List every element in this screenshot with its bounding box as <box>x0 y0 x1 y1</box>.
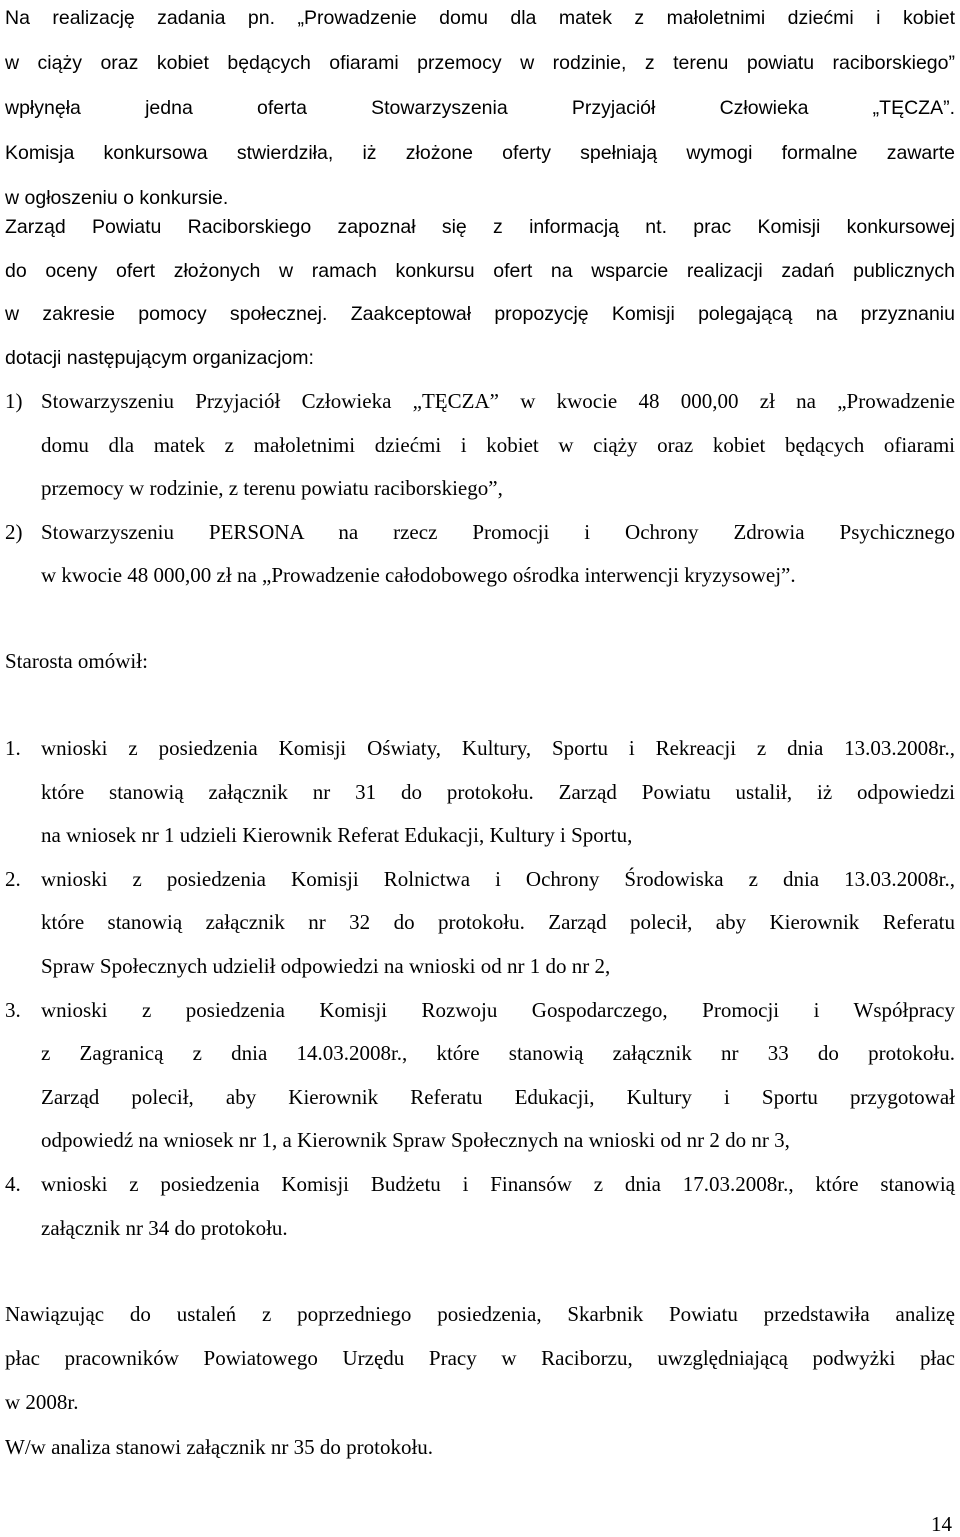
text-line: na wniosek nr 1 udzieli Kierownik Referat Edukacji, Kultury i Sportu, <box>41 823 633 848</box>
text-line: Spraw Społecznych udzielił odpowiedzi na wnioski od nr 1 do nr 2, <box>41 953 611 978</box>
text-line: domu dla matek z małoletnimi dziećmi i kobiet w ciąży oraz kobiet będących ofiarami <box>41 432 955 457</box>
list-item <box>5 380 955 511</box>
text-line: które stanowią załącznik nr 31 do protokołu. Zarząd Powiatu ustalił, iż odpowiedzi <box>41 779 955 804</box>
list-item <box>5 989 955 1163</box>
text-line: z Zagranicą z dnia 14.03.2008r., które stanowią załącznik nr 33 do protokołu. <box>41 1041 955 1066</box>
grant-list <box>5 380 955 598</box>
text-line: Nawiązując do ustaleń z poprzedniego posiedzenia, Skarbnik Powiatu przedstawiła analizę <box>5 1302 955 1326</box>
list-item <box>5 858 955 989</box>
list-item-text <box>41 989 955 1163</box>
text-line: wnioski z posiedzenia Komisji Oświaty, Kultury, Sportu i Rekreacji z dnia 13.03.2008r., <box>41 736 955 760</box>
text-line: w ciąży oraz kobiet będących ofiarami przemocy w rodzinie, z terenu powiatu raciborskiego” <box>5 52 955 74</box>
text-line: wnioski z posiedzenia Komisji Rozwoju Gospodarczego, Promocji i Współpracy <box>41 997 955 1022</box>
text-line: wpłynęła jedna oferta Stowarzyszenia Przyjaciół Człowieka „TĘCZA”. <box>5 97 955 119</box>
text-line: wnioski z posiedzenia Komisji Rolnictwa i Ochrony Środowiska z dnia 13.03.2008r., <box>41 866 955 891</box>
list-item <box>5 511 955 598</box>
list-item-number: 4. <box>5 1171 21 1196</box>
list-item-number: 2) <box>5 519 23 544</box>
list-item-number: 1. <box>5 736 21 760</box>
text-line: odpowiedź na wniosek nr 1, a Kierownik Spraw Społecznych na wnioski od nr 2 do nr 3, <box>41 1128 790 1153</box>
list-item-text <box>41 727 955 858</box>
list-item-number: 1) <box>5 389 23 413</box>
page-number: 14 <box>931 1512 952 1536</box>
list-item-text <box>41 511 955 598</box>
text-line: przemocy w rodzinie, z terenu powiatu raciborskiego”, <box>41 476 503 500</box>
text-line: Zarząd polecił, aby Kierownik Referatu Edukacji, Kultury i Sportu przygotował <box>41 1084 955 1109</box>
starosta-heading: Starosta omówił: <box>5 649 148 673</box>
requests-list <box>5 727 955 1250</box>
text-line: płac pracowników Powiatowego Urzędu Pracy w Raciborzu, uwzględniającą podwyżki płac <box>5 1346 955 1370</box>
text-line: załącznik nr 34 do protokołu. <box>41 1215 288 1240</box>
list-item <box>5 1163 955 1250</box>
text-line: w ogłoszeniu o konkursie. <box>5 187 229 209</box>
board-paragraph <box>5 206 955 380</box>
text-line: w zakresie pomocy społecznej. Zaakceptował propozycję Komisji polegającą na przyznaniu <box>5 303 955 325</box>
treasurer-paragraph <box>5 1292 955 1424</box>
document-page <box>5 0 955 1537</box>
list-item <box>5 727 955 858</box>
text-line: Stowarzyszeniu PERSONA na rzecz Promocji i Ochrony Zdrowia Psychicznego <box>41 519 955 544</box>
list-item-number: 2. <box>5 866 21 891</box>
analysis-note: W/w analiza stanowi załącznik nr 35 do protokołu. <box>5 1435 434 1459</box>
text-line: Zarząd Powiatu Raciborskiego zapoznał się z informacją nt. prac Komisji konkursowej <box>5 216 955 238</box>
text-line: Na realizację zadania pn. „Prowadzenie domu dla matek z małoletnimi dziećmi i kobiet <box>5 7 955 29</box>
text-line: Stowarzyszeniu Przyjaciół Człowieka „TĘCZA” w kwocie 48 000,00 zł na „Prowadzenie <box>41 389 955 413</box>
list-item-number: 3. <box>5 997 21 1022</box>
list-item-text <box>41 380 955 511</box>
text-line: które stanowią załącznik nr 32 do protokołu. Zarząd polecił, aby Kierownik Referatu <box>41 910 955 935</box>
intro-paragraph <box>5 0 955 221</box>
list-item-text <box>41 858 955 989</box>
text-line: Komisja konkursowa stwierdziła, iż złożone oferty spełniają wymogi formalne zawarte <box>5 142 955 164</box>
text-line: w kwocie 48 000,00 zł na „Prowadzenie całodobowego ośrodka interwencji kryzysowej”. <box>41 563 796 587</box>
text-line: w 2008r. <box>5 1390 79 1414</box>
text-line: do oceny ofert złożonych w ramach konkursu ofert na wsparcie realizacji zadań publicznych <box>5 259 955 282</box>
list-item-text <box>41 1163 955 1250</box>
text-line: wnioski z posiedzenia Komisji Budżetu i Finansów z dnia 17.03.2008r., które stanowią <box>41 1171 955 1196</box>
text-line: dotacji następującym organizacjom: <box>5 346 314 369</box>
